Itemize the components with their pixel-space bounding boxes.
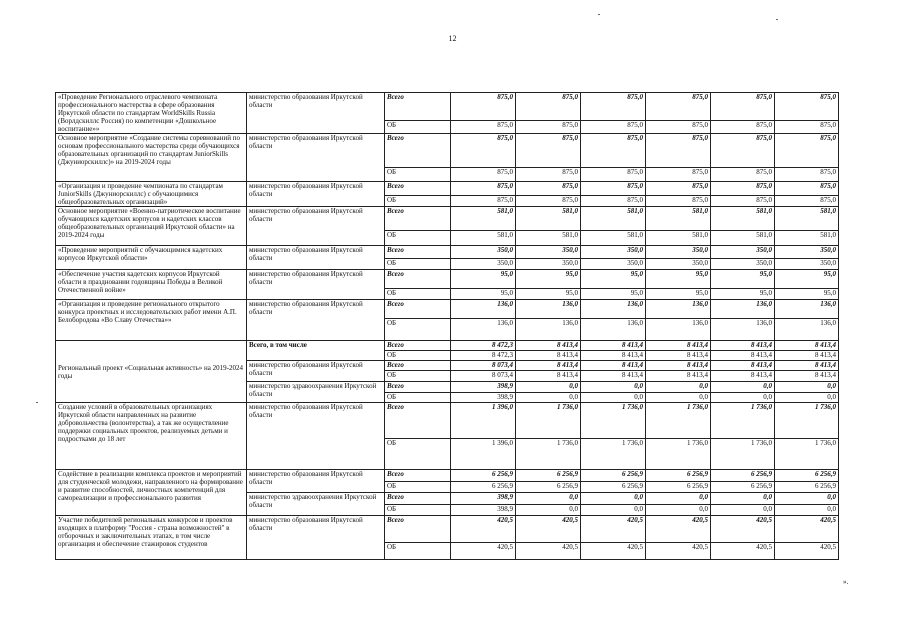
value-cell: 581,0 — [451, 207, 516, 231]
value-cell: 875,0 — [581, 121, 646, 134]
value-cell: 0,0 — [581, 505, 646, 516]
value-cell: 581,0 — [581, 207, 646, 231]
source-cell: Всего — [385, 246, 451, 259]
value-cell: 875,0 — [581, 134, 646, 168]
source-cell: ОБ — [385, 319, 451, 341]
scan-speck — [36, 402, 38, 403]
value-cell: 581,0 — [581, 231, 646, 246]
value-cell: 1 736,0 — [775, 403, 839, 439]
value-cell: 95,0 — [581, 270, 646, 289]
value-cell: 0,0 — [775, 393, 839, 403]
value-cell: 6 256,9 — [775, 470, 839, 482]
value-cell: 6 256,9 — [516, 470, 581, 482]
value-cell: 350,0 — [711, 259, 775, 270]
value-cell: 8 413,4 — [775, 361, 839, 371]
value-cell: 875,0 — [646, 134, 711, 168]
value-cell: 1 736,0 — [711, 403, 775, 439]
value-cell: 6 256,9 — [775, 482, 839, 493]
value-cell: 8 413,4 — [646, 361, 711, 371]
table-row — [56, 270, 839, 289]
value-cell: 8 472,3 — [451, 351, 516, 361]
value-cell: 8 413,4 — [775, 351, 839, 361]
value-cell: 875,0 — [516, 168, 581, 182]
value-cell: 398,9 — [451, 393, 516, 403]
value-cell: 8 472,3 — [451, 341, 516, 351]
value-cell: 95,0 — [775, 289, 839, 300]
event-cell: Участие победителей региональных конкурсов и проектов входящих в платформу "Россия - страна возможностей" в отборочных и заключительных этапах, в том числе организация и обеспечение стажировок студентов — [56, 516, 247, 560]
executor-cell: министерство образования Иркутской области — [247, 516, 385, 560]
value-cell: 136,0 — [451, 319, 516, 341]
value-cell: 8 413,4 — [646, 371, 711, 382]
event-cell: «Организация и проведение регионального открытого конкурса проектных и исследовательских работ имени А.П. Белобородова «Во Славу Отечества»» — [56, 300, 247, 341]
table-row — [56, 182, 839, 196]
value-cell: 420,5 — [775, 543, 839, 560]
value-cell: 8 413,4 — [516, 351, 581, 361]
value-cell: 875,0 — [451, 168, 516, 182]
table-row — [56, 246, 839, 259]
value-cell: 875,0 — [646, 182, 711, 196]
value-cell: 95,0 — [646, 289, 711, 300]
executor-cell: министерство образования Иркутской области — [247, 403, 385, 470]
value-cell: 95,0 — [516, 289, 581, 300]
executor-cell: министерство образования Иркутской области — [247, 134, 385, 182]
value-cell: 136,0 — [646, 300, 711, 319]
value-cell: 398,9 — [451, 382, 516, 393]
value-cell: 875,0 — [775, 134, 839, 168]
value-cell: 350,0 — [775, 259, 839, 270]
value-cell: 875,0 — [775, 195, 839, 206]
value-cell: 420,5 — [581, 543, 646, 560]
value-cell: 0,0 — [775, 493, 839, 505]
value-cell: 875,0 — [581, 168, 646, 182]
table-row — [56, 403, 839, 439]
value-cell: 0,0 — [775, 505, 839, 516]
table-row — [56, 207, 839, 231]
value-cell: 1 736,0 — [581, 439, 646, 470]
value-cell: 136,0 — [451, 300, 516, 319]
value-cell: 420,5 — [451, 543, 516, 560]
source-cell: ОБ — [385, 259, 451, 270]
value-cell: 1 736,0 — [711, 439, 775, 470]
value-cell: 875,0 — [516, 195, 581, 206]
event-cell: «Организация и проведение чемпионата по стандартам JuniorSkills (Джуниорскиллс) с обучающимися общеобразовательных организаций» — [56, 182, 247, 207]
value-cell: 6 256,9 — [581, 482, 646, 493]
value-cell: 136,0 — [581, 300, 646, 319]
value-cell: 420,5 — [581, 516, 646, 543]
source-cell: Всего — [385, 207, 451, 231]
scan-speck — [598, 14, 600, 15]
value-cell: 6 256,9 — [711, 470, 775, 482]
value-cell: 8 413,4 — [581, 371, 646, 382]
executor-cell: министерство образования Иркутской области — [247, 182, 385, 207]
value-cell: 875,0 — [516, 134, 581, 168]
value-cell: 350,0 — [516, 246, 581, 259]
source-cell: ОБ — [385, 168, 451, 182]
value-cell: 1 736,0 — [646, 403, 711, 439]
value-cell: 581,0 — [775, 207, 839, 231]
value-cell: 350,0 — [711, 246, 775, 259]
source-cell: Всего — [385, 382, 451, 393]
value-cell: 581,0 — [516, 207, 581, 231]
table-row — [56, 516, 839, 543]
value-cell: 398,9 — [451, 493, 516, 505]
value-cell: 350,0 — [451, 259, 516, 270]
value-cell: 875,0 — [646, 195, 711, 206]
table-row — [56, 470, 839, 482]
value-cell: 398,9 — [451, 505, 516, 516]
value-cell: 581,0 — [711, 231, 775, 246]
executor-cell: министерство здравоохранения Иркутской области — [247, 382, 385, 403]
table-row — [56, 93, 839, 121]
source-cell: Всего — [385, 300, 451, 319]
value-cell: 95,0 — [516, 270, 581, 289]
value-cell: 136,0 — [581, 319, 646, 341]
value-cell: 8 413,4 — [646, 351, 711, 361]
value-cell: 136,0 — [775, 300, 839, 319]
value-cell: 0,0 — [516, 505, 581, 516]
value-cell: 0,0 — [646, 382, 711, 393]
value-cell: 875,0 — [516, 93, 581, 121]
value-cell: 0,0 — [516, 493, 581, 505]
value-cell: 8 413,4 — [775, 371, 839, 382]
value-cell: 875,0 — [516, 121, 581, 134]
page-number: 12 — [448, 34, 457, 43]
table-row — [56, 300, 839, 319]
value-cell: 95,0 — [775, 270, 839, 289]
value-cell: 6 256,9 — [451, 470, 516, 482]
value-cell: 136,0 — [711, 300, 775, 319]
value-cell: 8 413,4 — [711, 341, 775, 351]
value-cell: 875,0 — [711, 121, 775, 134]
value-cell: 875,0 — [711, 182, 775, 196]
value-cell: 0,0 — [581, 393, 646, 403]
table-row — [56, 341, 839, 351]
value-cell: 95,0 — [711, 289, 775, 300]
value-cell: 875,0 — [711, 93, 775, 121]
value-cell: 8 413,4 — [711, 361, 775, 371]
source-cell: ОБ — [385, 289, 451, 300]
value-cell: 875,0 — [451, 195, 516, 206]
event-cell: Основное мероприятие «Военно-патриотическое воспитание обучающихся кадетских корпусов и кадетских классов общеобразовательных организаций Иркутской области» на 2019-2024 годы — [56, 207, 247, 246]
value-cell: 875,0 — [711, 168, 775, 182]
value-cell: 875,0 — [646, 168, 711, 182]
source-cell: Всего — [385, 403, 451, 439]
value-cell: 8 413,4 — [516, 371, 581, 382]
value-cell: 420,5 — [711, 516, 775, 543]
value-cell: 875,0 — [451, 134, 516, 168]
value-cell: 875,0 — [775, 93, 839, 121]
event-cell: «Проведение мероприятий с обучающимися кадетских корпусов Иркутской области» — [56, 246, 247, 270]
value-cell: 8 413,4 — [516, 341, 581, 351]
value-cell: 1 396,0 — [451, 403, 516, 439]
value-cell: 581,0 — [516, 231, 581, 246]
source-cell: ОБ — [385, 439, 451, 470]
value-cell: 0,0 — [711, 505, 775, 516]
value-cell: 875,0 — [581, 93, 646, 121]
value-cell: 420,5 — [451, 516, 516, 543]
value-cell: 8 413,4 — [581, 341, 646, 351]
value-cell: 6 256,9 — [581, 470, 646, 482]
value-cell: 350,0 — [646, 246, 711, 259]
source-cell: ОБ — [385, 505, 451, 516]
value-cell: 8 413,4 — [581, 361, 646, 371]
value-cell: 8 413,4 — [646, 341, 711, 351]
event-cell: Создание условий в образовательных организациях Иркутской области направленных на развитие добровольчества (волонтерства), а так же осуществление поддержки социальных проектов, реализуемых детьми и подростками до 18 лет — [56, 403, 247, 470]
source-cell: ОБ — [385, 121, 451, 134]
value-cell: 875,0 — [775, 168, 839, 182]
source-cell: Всего — [385, 182, 451, 196]
value-cell: 0,0 — [711, 393, 775, 403]
executor-cell: министерство образования Иркутской области — [247, 270, 385, 300]
value-cell: 875,0 — [711, 195, 775, 206]
budget-table — [55, 92, 839, 560]
value-cell: 0,0 — [581, 493, 646, 505]
value-cell: 0,0 — [711, 382, 775, 393]
value-cell: 0,0 — [581, 382, 646, 393]
value-cell: 136,0 — [775, 319, 839, 341]
value-cell: 1 736,0 — [646, 439, 711, 470]
value-cell: 8 413,4 — [775, 341, 839, 351]
value-cell: 581,0 — [775, 231, 839, 246]
value-cell: 875,0 — [775, 182, 839, 196]
value-cell: 350,0 — [646, 259, 711, 270]
executor-cell: министерство образования Иркутской области — [247, 300, 385, 341]
value-cell: 420,5 — [711, 543, 775, 560]
value-cell: 350,0 — [581, 259, 646, 270]
value-cell: 875,0 — [451, 121, 516, 134]
value-cell: 581,0 — [451, 231, 516, 246]
value-cell: 0,0 — [646, 493, 711, 505]
value-cell: 350,0 — [451, 246, 516, 259]
value-cell: 1 736,0 — [516, 439, 581, 470]
value-cell: 6 256,9 — [516, 482, 581, 493]
source-cell: Всего — [385, 93, 451, 121]
value-cell: 1 736,0 — [516, 403, 581, 439]
value-cell: 6 256,9 — [451, 482, 516, 493]
source-cell: Всего — [385, 470, 451, 482]
value-cell: 1 396,0 — [451, 439, 516, 470]
value-cell: 95,0 — [646, 270, 711, 289]
value-cell: 136,0 — [516, 300, 581, 319]
value-cell: 8 413,4 — [581, 351, 646, 361]
executor-cell: министерство здравоохранения Иркутской области — [247, 493, 385, 516]
value-cell: 420,5 — [646, 516, 711, 543]
value-cell: 95,0 — [711, 270, 775, 289]
value-cell: 95,0 — [451, 270, 516, 289]
executor-cell: министерство образования Иркутской области — [247, 246, 385, 270]
value-cell: 0,0 — [516, 382, 581, 393]
value-cell: 875,0 — [581, 195, 646, 206]
closing-quote-mark: ». — [843, 578, 849, 586]
source-cell: ОБ — [385, 482, 451, 493]
value-cell: 8 413,4 — [711, 371, 775, 382]
executor-cell: министерство образования Иркутской области — [247, 361, 385, 382]
source-cell: ОБ — [385, 371, 451, 382]
value-cell: 350,0 — [775, 246, 839, 259]
source-cell: ОБ — [385, 393, 451, 403]
value-cell: 875,0 — [711, 134, 775, 168]
source-cell: Всего — [385, 270, 451, 289]
source-cell: Всего — [385, 361, 451, 371]
executor-cell: министерство образования Иркутской области — [247, 93, 385, 134]
value-cell: 8 073,4 — [451, 361, 516, 371]
event-cell: «Проведение Регионального отраслевого чемпионата профессионального мастерства в сфере образования Иркутской области по стандартам WorldSkills Russia (Ворлдскиллс Россия) по компетенции «Дошкольное воспитание»» — [56, 93, 247, 134]
value-cell: 875,0 — [646, 121, 711, 134]
value-cell: 875,0 — [451, 93, 516, 121]
value-cell: 350,0 — [516, 259, 581, 270]
value-cell: 0,0 — [711, 493, 775, 505]
value-cell: 6 256,9 — [711, 482, 775, 493]
value-cell: 0,0 — [646, 505, 711, 516]
project-title-cell: Региональный проект «Социальная активность» на 2019-2024 годы — [56, 341, 247, 403]
value-cell: 420,5 — [516, 516, 581, 543]
value-cell: 420,5 — [775, 516, 839, 543]
value-cell: 581,0 — [646, 207, 711, 231]
source-cell: ОБ — [385, 351, 451, 361]
value-cell: 875,0 — [581, 182, 646, 196]
source-cell: ОБ — [385, 543, 451, 560]
source-cell: Всего — [385, 134, 451, 168]
total-label-cell: Всего, в том числе — [247, 341, 385, 361]
source-cell: ОБ — [385, 231, 451, 246]
source-cell: Всего — [385, 341, 451, 351]
table-row — [56, 134, 839, 168]
value-cell: 581,0 — [646, 231, 711, 246]
value-cell: 95,0 — [581, 289, 646, 300]
value-cell: 420,5 — [516, 543, 581, 560]
source-cell: Всего — [385, 516, 451, 543]
value-cell: 875,0 — [775, 121, 839, 134]
value-cell: 8 413,4 — [516, 361, 581, 371]
event-cell: Основное мероприятие «Создание системы соревнований по основам профессионального мастерства среди обучающихся образовательных организаций по стандартам JuniorSkills (Джуниорскиллс)» на 2019-2024 годы — [56, 134, 247, 182]
value-cell: 581,0 — [711, 207, 775, 231]
executor-cell: министерство образования Иркутской области — [247, 207, 385, 246]
event-cell: «Обеспечение участия кадетских корпусов Иркутской области в праздновании годовщины Победы в Великой Отечественной войне» — [56, 270, 247, 300]
value-cell: 136,0 — [516, 319, 581, 341]
value-cell: 8 073,4 — [451, 371, 516, 382]
executor-cell: министерство образования Иркутской области — [247, 470, 385, 493]
value-cell: 95,0 — [451, 289, 516, 300]
value-cell: 6 256,9 — [646, 470, 711, 482]
value-cell: 420,5 — [646, 543, 711, 560]
value-cell: 0,0 — [516, 393, 581, 403]
value-cell: 8 413,4 — [711, 351, 775, 361]
value-cell: 1 736,0 — [581, 403, 646, 439]
event-cell: Содействие в реализации комплекса проектов и мероприятий для студенческой молодежи, направленного на формирование и развитие способностей, личностных компетенций для самореализации и профессионального развития — [56, 470, 247, 516]
value-cell: 136,0 — [646, 319, 711, 341]
value-cell: 350,0 — [581, 246, 646, 259]
value-cell: 0,0 — [775, 382, 839, 393]
value-cell: 0,0 — [646, 393, 711, 403]
value-cell: 875,0 — [516, 182, 581, 196]
value-cell: 1 736,0 — [775, 439, 839, 470]
value-cell: 875,0 — [646, 93, 711, 121]
source-cell: ОБ — [385, 195, 451, 206]
value-cell: 875,0 — [451, 182, 516, 196]
value-cell: 6 256,9 — [646, 482, 711, 493]
value-cell: 136,0 — [711, 319, 775, 341]
source-cell: Всего — [385, 493, 451, 505]
scan-speck — [776, 19, 778, 20]
